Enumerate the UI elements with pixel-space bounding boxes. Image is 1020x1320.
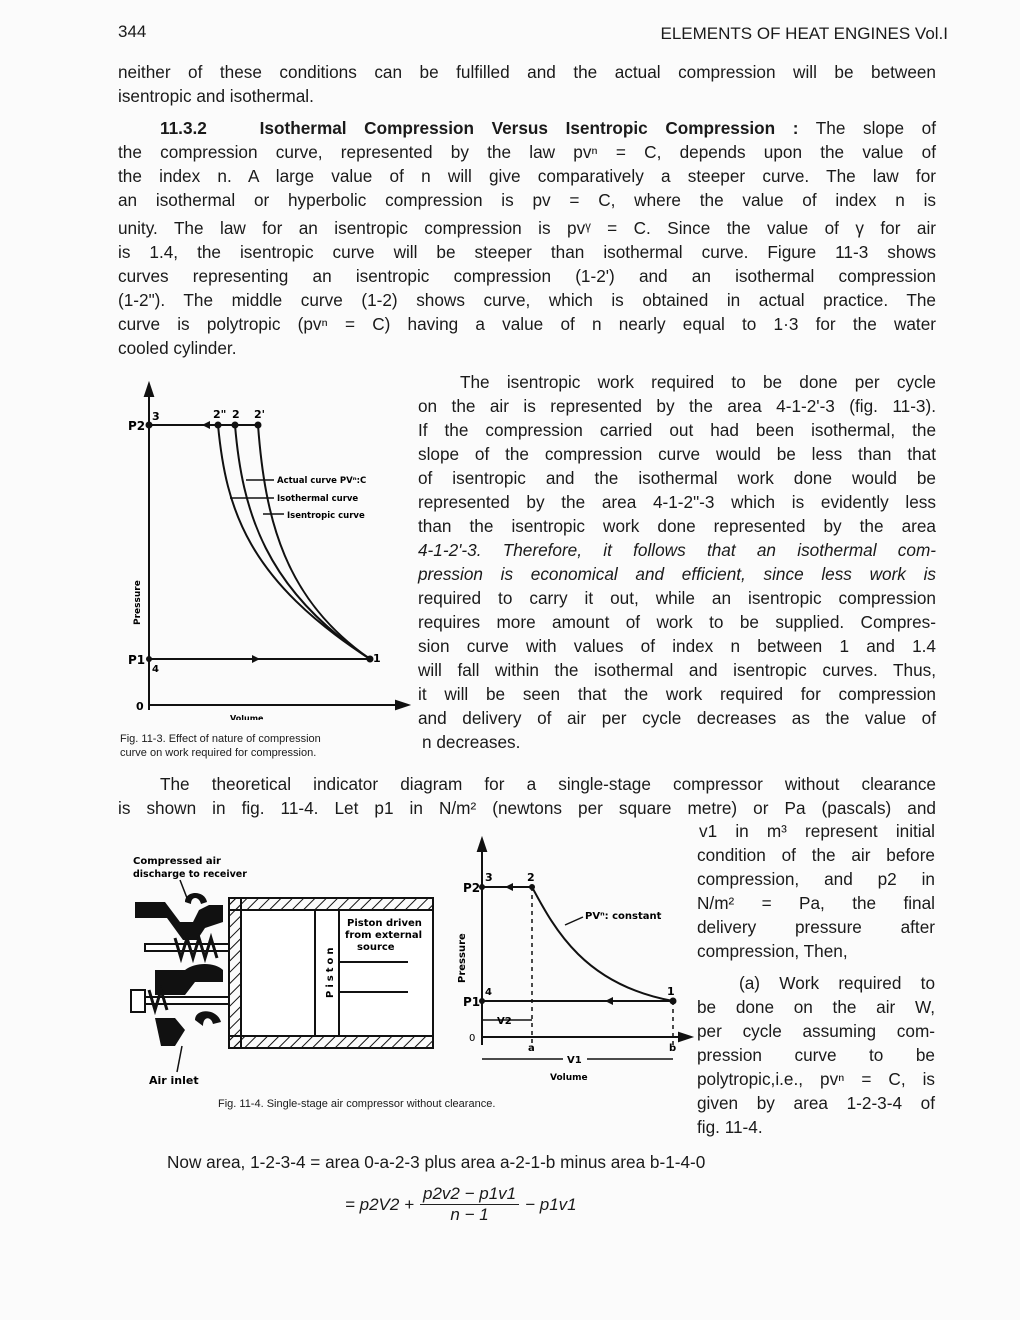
point-2-isothermal-label: 2": [213, 408, 227, 421]
point-3-label: 3: [485, 871, 493, 884]
origin-label: 0: [136, 700, 144, 713]
text-line: The isentropic work required to be done per cycle: [460, 372, 936, 392]
text-line: per cycle assuming com-: [697, 1021, 935, 1041]
text-line: is shown in fig. 11-4. Let p1 in N/m² (newtons per square metre) or Pa (pascals) and: [118, 798, 936, 818]
p1-label: P1: [463, 995, 481, 1009]
p2-label: P2: [128, 419, 146, 433]
b-label: b: [669, 1043, 677, 1054]
text-line: n decreases.: [422, 732, 521, 752]
figure-11-4-caption: Fig. 11-4. Single-stage air compressor without clearance.: [218, 1098, 496, 1110]
right-column-2-paragraph: [697, 819, 935, 1139]
p2-label: P2: [463, 881, 481, 895]
running-title: ELEMENTS OF HEAT ENGINES Vol.I: [660, 24, 948, 43]
equation-suffix: − p1v1: [525, 1194, 577, 1214]
text-line: is 1.4, the isentropic curve will be steeper than isothermal curve. Figure 11-3 shows: [118, 242, 936, 262]
discharge-label-line1: Compressed air: [133, 856, 221, 867]
y-axis-label: Pressure: [133, 580, 143, 625]
y-axis-label: Pressure: [457, 933, 468, 983]
text-line: N/m² = Pa, the final: [697, 893, 935, 913]
indicator-diagram-paragraph: [118, 772, 936, 820]
text-line: than the isentropic work done represented by the area: [418, 516, 936, 536]
text-line: curve is polytropic (pvⁿ = C) having a value of n nearly equal to 1·3 for the water: [118, 314, 936, 334]
section-title: Isothermal Compression Versus Isentropic Compression :: [259, 118, 799, 138]
text-line: requires more amount of work to be supplied. Compres-: [418, 612, 936, 632]
figure-11-3-diagram: [120, 380, 420, 720]
actual-curve-label: Actual curve PVⁿ:C: [277, 476, 367, 486]
text-line: polytropic,i.e., pvⁿ = C, is: [697, 1069, 935, 1089]
fraction-numerator: p2v2 − p1v1: [420, 1184, 519, 1205]
a-label: a: [528, 1043, 535, 1054]
text-line: isentropic and isothermal.: [118, 86, 314, 106]
isothermal-curve-label: Isothermal curve: [277, 494, 359, 504]
text-line: it will be seen that the work required for compression: [418, 684, 936, 704]
p1-label: P1: [128, 653, 146, 667]
equation-line-1: Now area, 1-2-3-4 = area 0-a-2-3 plus area a-2-1-b minus area b-1-4-0: [167, 1152, 706, 1172]
text-line: unity. The law for an isentropic compression is pvᵞ = C. Since the value of γ for air: [118, 218, 936, 238]
text-line: compression, Then,: [697, 941, 848, 961]
text-line: slope of the compression curve would be less than that: [418, 444, 936, 464]
text-line: sion curve with values of index n between 1 and 1.4: [418, 636, 936, 656]
text-line: will fall within the isothermal and isentropic curves. Thus,: [418, 660, 936, 680]
section-paragraph: [118, 116, 936, 360]
text-line: of isentropic and the isothermal work done would be: [418, 468, 936, 488]
text-line: 4-1-2'-3. Therefore, it follows that an isothermal com-: [418, 540, 936, 560]
text-line: condition of the air before: [697, 845, 935, 865]
piston-driven-line1: Piston driven: [347, 918, 422, 929]
point-4-label: 4: [152, 664, 159, 675]
text-line: and delivery of air per cycle decreases as the value of: [418, 708, 936, 728]
text-line: (1-2"). The middle curve (1-2) shows curve, which is obtained in actual practice. The: [118, 290, 936, 310]
text-line: an isothermal or hyperbolic compression is pv = C, where the value of index n is: [118, 190, 936, 210]
equation-prefix: = p2V2 +: [345, 1194, 415, 1214]
v1-label: V1: [567, 1055, 582, 1066]
text-line: be done on the air W,: [697, 997, 935, 1017]
text-line: required to carry it out, while an isentropic compression: [418, 588, 936, 608]
point-4-label: 4: [485, 987, 492, 998]
figure-11-3-caption: [120, 732, 321, 760]
caption-line: curve on work required for compression.: [120, 747, 317, 759]
isentropic-curve-label: Isentropic curve: [287, 511, 365, 521]
text-line: pression curve to be: [697, 1045, 935, 1065]
fraction-denominator: n − 1: [450, 1205, 489, 1224]
x-axis-label: Volume: [550, 1073, 588, 1083]
point-2-label: 2: [527, 871, 535, 884]
v2-label: V2: [497, 1016, 512, 1027]
point-2-isentropic-label: 2': [254, 408, 266, 421]
text-line: compression, and p2 in: [697, 869, 935, 889]
discharge-label-line2: discharge to receiver: [133, 869, 247, 880]
text-line: The theoretical indicator diagram for a single-stage compressor without clearance: [160, 774, 936, 794]
origin-label: 0: [469, 1033, 476, 1044]
intro-paragraph: [118, 60, 936, 108]
point-2-actual-label: 2: [232, 408, 240, 421]
right-column-paragraph: [418, 370, 936, 754]
text-line: given by area 1-2-3-4 of: [697, 1093, 935, 1113]
text-line: (a) Work required to: [739, 973, 935, 993]
text-line: delivery pressure after: [697, 917, 935, 937]
air-inlet-label: Air inlet: [149, 1074, 199, 1087]
text-line: on the air is represented by the area 4-1-2'-3 (fig. 11-3).: [418, 396, 936, 416]
figure-11-4-cylinder: [125, 850, 445, 1090]
page-number: 344: [118, 22, 147, 41]
point-1-label: 1: [373, 652, 381, 665]
piston-label: Piston: [325, 944, 336, 998]
point-3-label: 3: [152, 410, 160, 423]
text-line: If the compression carried out had been isothermal, the: [418, 420, 936, 440]
equation-fraction: [420, 1184, 519, 1225]
text-line: the compression curve, represented by the law pvⁿ = C, depends upon the value of: [118, 142, 936, 162]
text-line: neither of these conditions can be fulfilled and the actual compression will be between: [118, 62, 936, 82]
piston-driven-line3: source: [357, 942, 395, 953]
equation-line-2: [345, 1184, 577, 1225]
section-heading-line: [118, 116, 936, 140]
piston-driven-line2: from external: [345, 930, 423, 941]
text-line: represented by the area 4-1-2"-3 which is evidently less: [418, 492, 936, 512]
text-line: pression is economical and efficient, since less work is: [418, 564, 936, 584]
curve-label: PVⁿ: constant: [585, 911, 662, 922]
figure-11-4-pv-diagram: [445, 835, 695, 1085]
text-line: v1 in m³ represent initial: [699, 821, 935, 841]
text-fragment: The slope of: [815, 118, 937, 138]
text-line: the index n. A large value of n will give comparatively a steeper curve. The law for: [118, 166, 936, 186]
caption-line: Fig. 11-3. Effect of nature of compression: [120, 733, 321, 745]
text-line: fig. 11-4.: [697, 1117, 763, 1137]
point-1-label: 1: [667, 985, 675, 998]
x-axis-label: Volume: [230, 714, 264, 720]
section-number: 11.3.2: [160, 118, 207, 138]
text-line: cooled cylinder.: [118, 338, 237, 358]
text-line: curves representing an isentropic compression (1-2') and an isothermal compression: [118, 266, 936, 286]
